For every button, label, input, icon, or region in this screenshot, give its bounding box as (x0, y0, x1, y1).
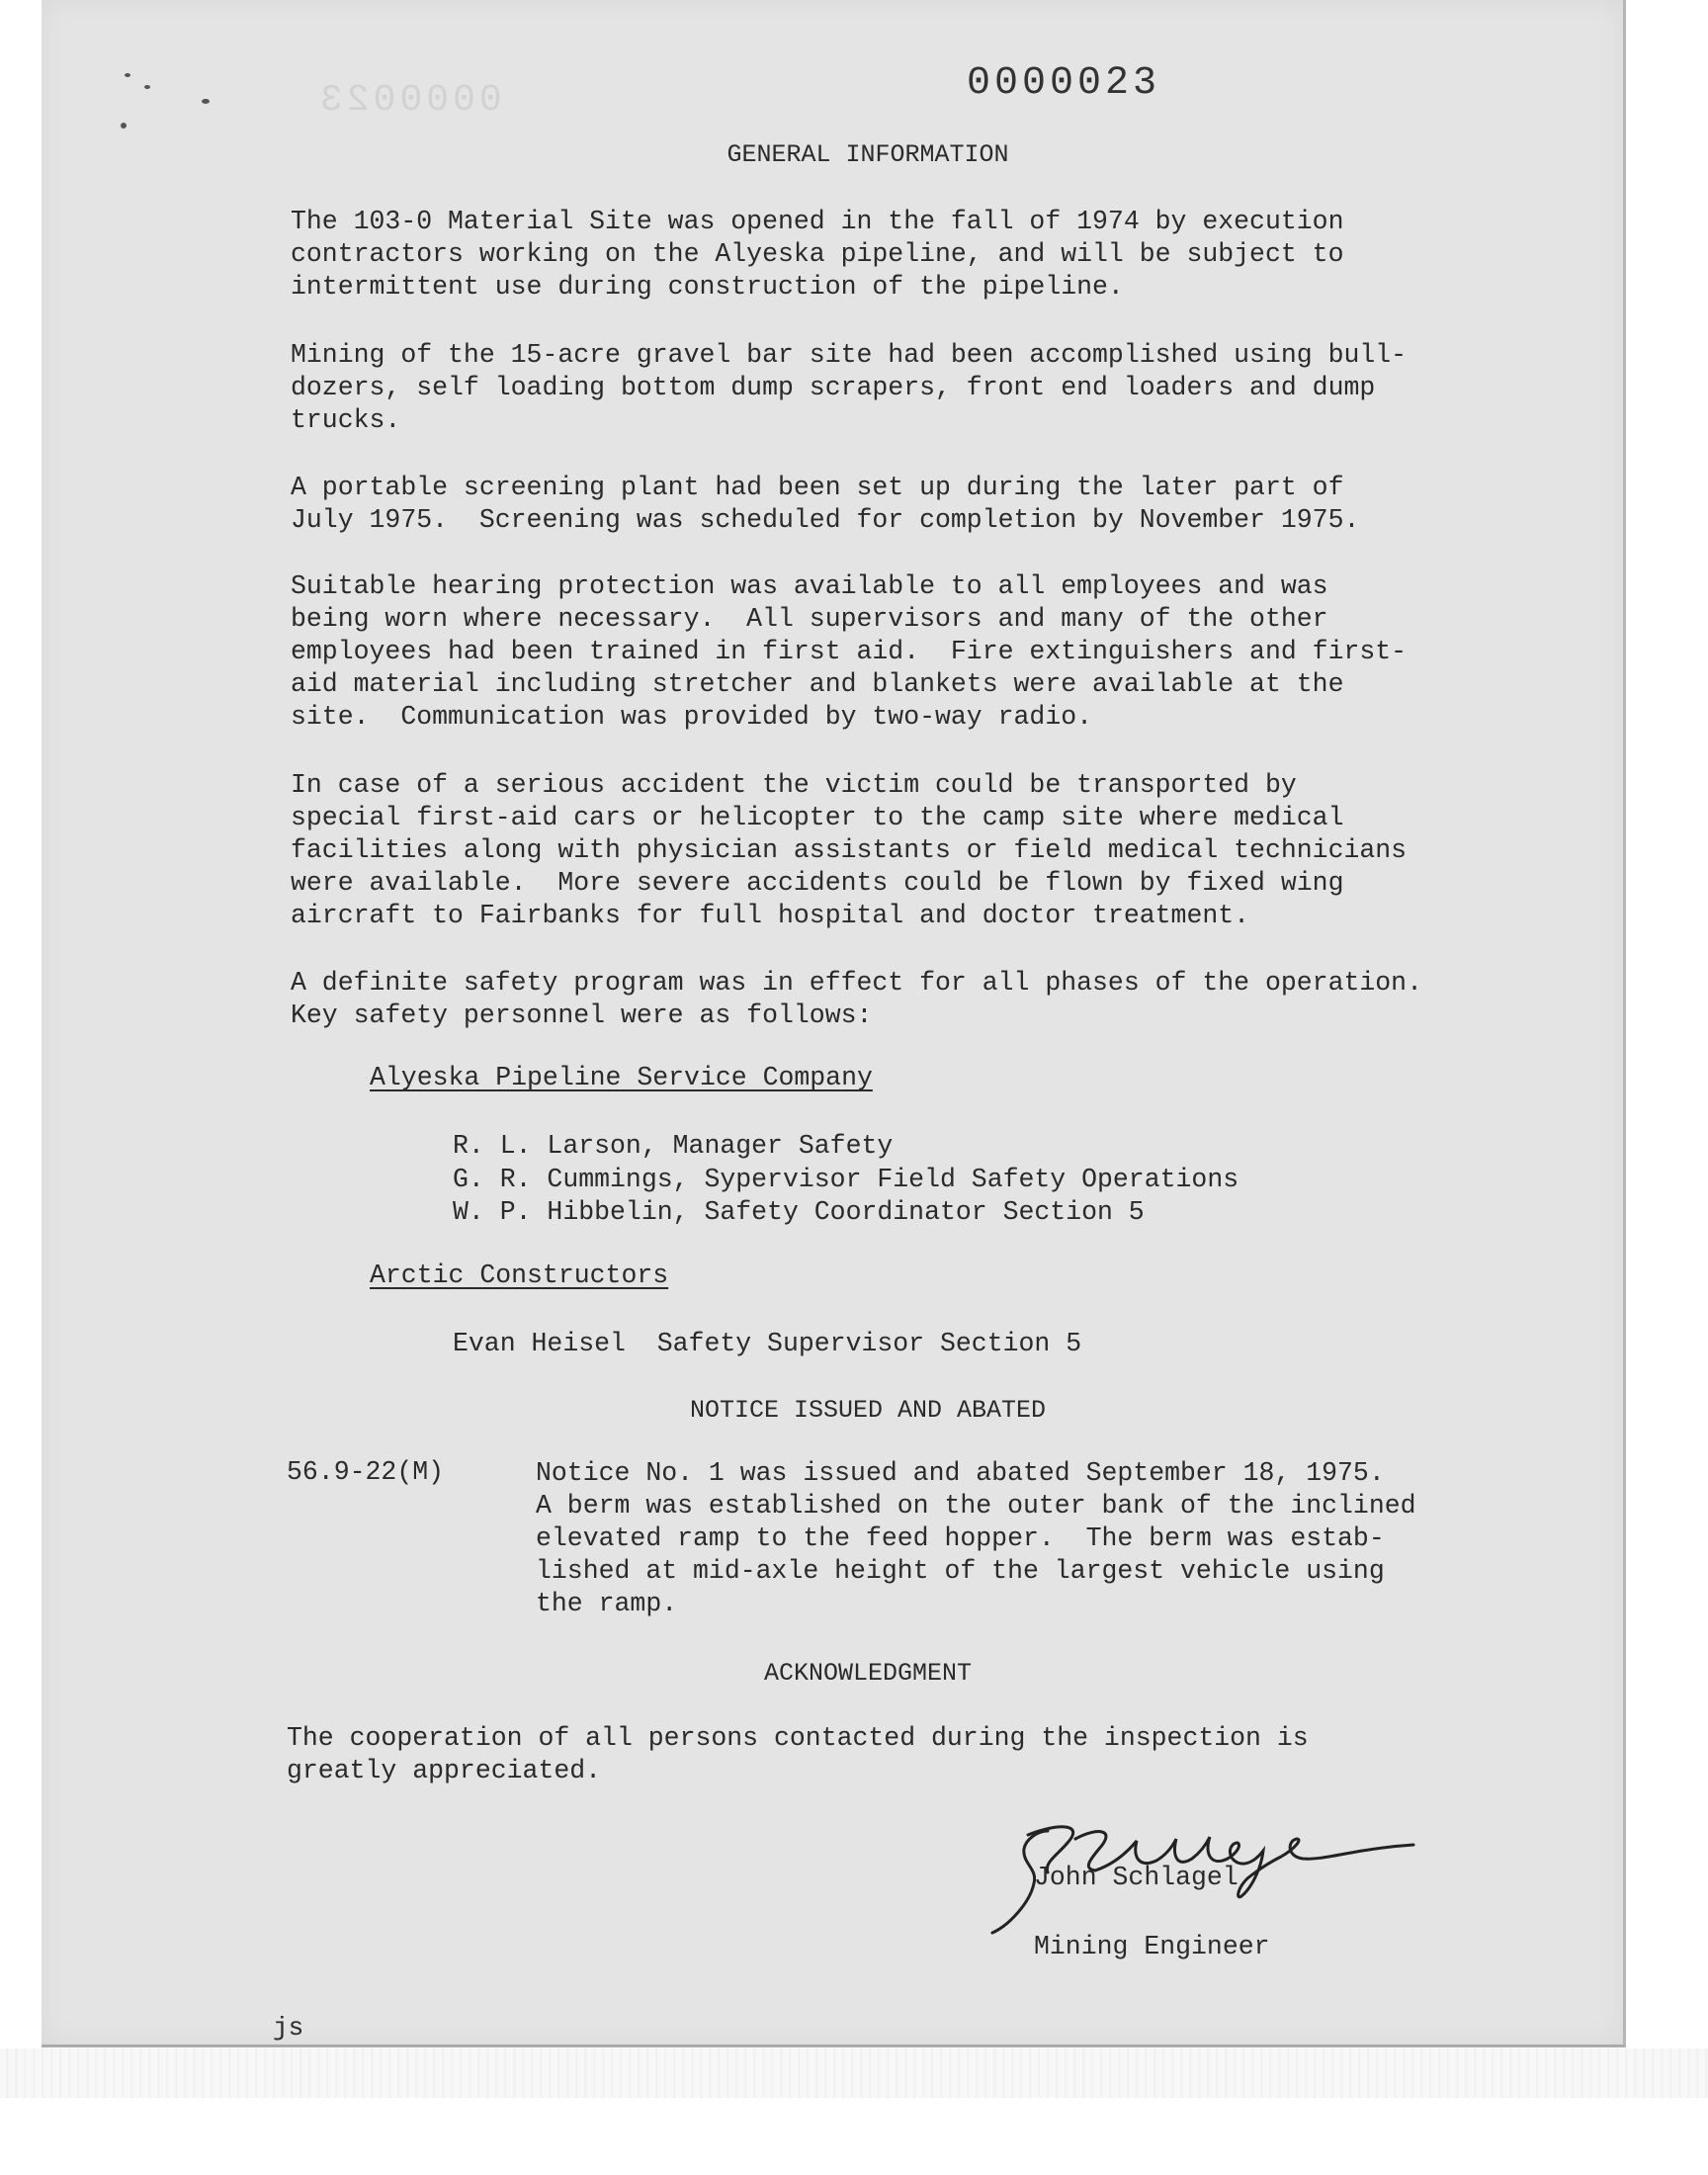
paragraph-hearing-protection: Suitable hearing protection was available to all employees and was being worn where necessary. All supervisors and many of the other employees had been trained in first aid. Fire extinguishers and first- aid material including stretcher and blankets were available at the site. Communication was provided by two-way radio. (291, 571, 1408, 732)
document-number: 0000023 (967, 61, 1161, 106)
heading-general-information: GENERAL INFORMATION (726, 140, 1009, 169)
typist-initials: js (273, 2013, 304, 2043)
scan-edge-strip (0, 2048, 1708, 2098)
heading-acknowledgment: ACKNOWLEDGMENT (763, 1659, 973, 1688)
person-hibbelin: W. P. Hibbelin, Safety Coordinator Section 5 (453, 1197, 1145, 1227)
paragraph-site-opening: The 103-0 Material Site was opened in the fall of 1974 by execution contractors working on the Alyeska pipeline, and will be subject to intermittent use during construction of the pipeline. (291, 207, 1344, 302)
notice-code: 56.9-22(M) (287, 1457, 445, 1487)
scan-speck (121, 123, 127, 129)
ghost-document-number: 0000023 (316, 79, 502, 122)
notice-text: Notice No. 1 was issued and abated September 18, 1975. A berm was established on the outer bank of the inclined elevated ramp to the feed hopper. The berm was estab- lished at mid-axle height of the largest vehicle using the ramp. (536, 1458, 1416, 1618)
signer-name: John Schlagel (1034, 1863, 1238, 1892)
paragraph-screening-plant: A portable screening plant had been set up during the later part of July 1975. Screening was scheduled for completion by November 1975. (291, 473, 1360, 535)
paragraph-safety-program: A definite safety program was in effect for all phases of the operation. Key safety personnel were as follows: (291, 968, 1422, 1030)
organization-name-arctic: Arctic Constructors (370, 1261, 669, 1290)
paragraph-acknowledgment: The cooperation of all persons contacted during the inspection is greatly appreciated. (287, 1723, 1309, 1785)
person-cummings: G. R. Cummings, Sypervisor Field Safety Operations (453, 1165, 1239, 1194)
signer-title: Mining Engineer (1034, 1932, 1270, 1961)
scan-speck (202, 99, 210, 104)
scan-speck (144, 85, 150, 89)
person-larson: R. L. Larson, Manager Safety (453, 1131, 894, 1161)
scan-speck (125, 73, 130, 77)
paragraph-accident-transport: In case of a serious accident the victim could be transported by special first-aid cars or helicopter to the camp site where medical facilities along with physician assistants or field medical technicians were available. More severe accidents could be flown by fixed wing aircraft to Fairbanks for full hospital and doctor treatment. (291, 770, 1408, 930)
paragraph-mining-method: Mining of the 15-acre gravel bar site had been accomplished using bull- dozers, self loading bottom dump scrapers, front end loaders and dump trucks. (291, 340, 1408, 435)
organization-name-alyeska: Alyeska Pipeline Service Company (370, 1063, 873, 1092)
person-heisel: Evan Heisel Safety Supervisor Section 5 (453, 1329, 1082, 1358)
heading-notice-issued: NOTICE ISSUED AND ABATED (689, 1396, 1047, 1425)
